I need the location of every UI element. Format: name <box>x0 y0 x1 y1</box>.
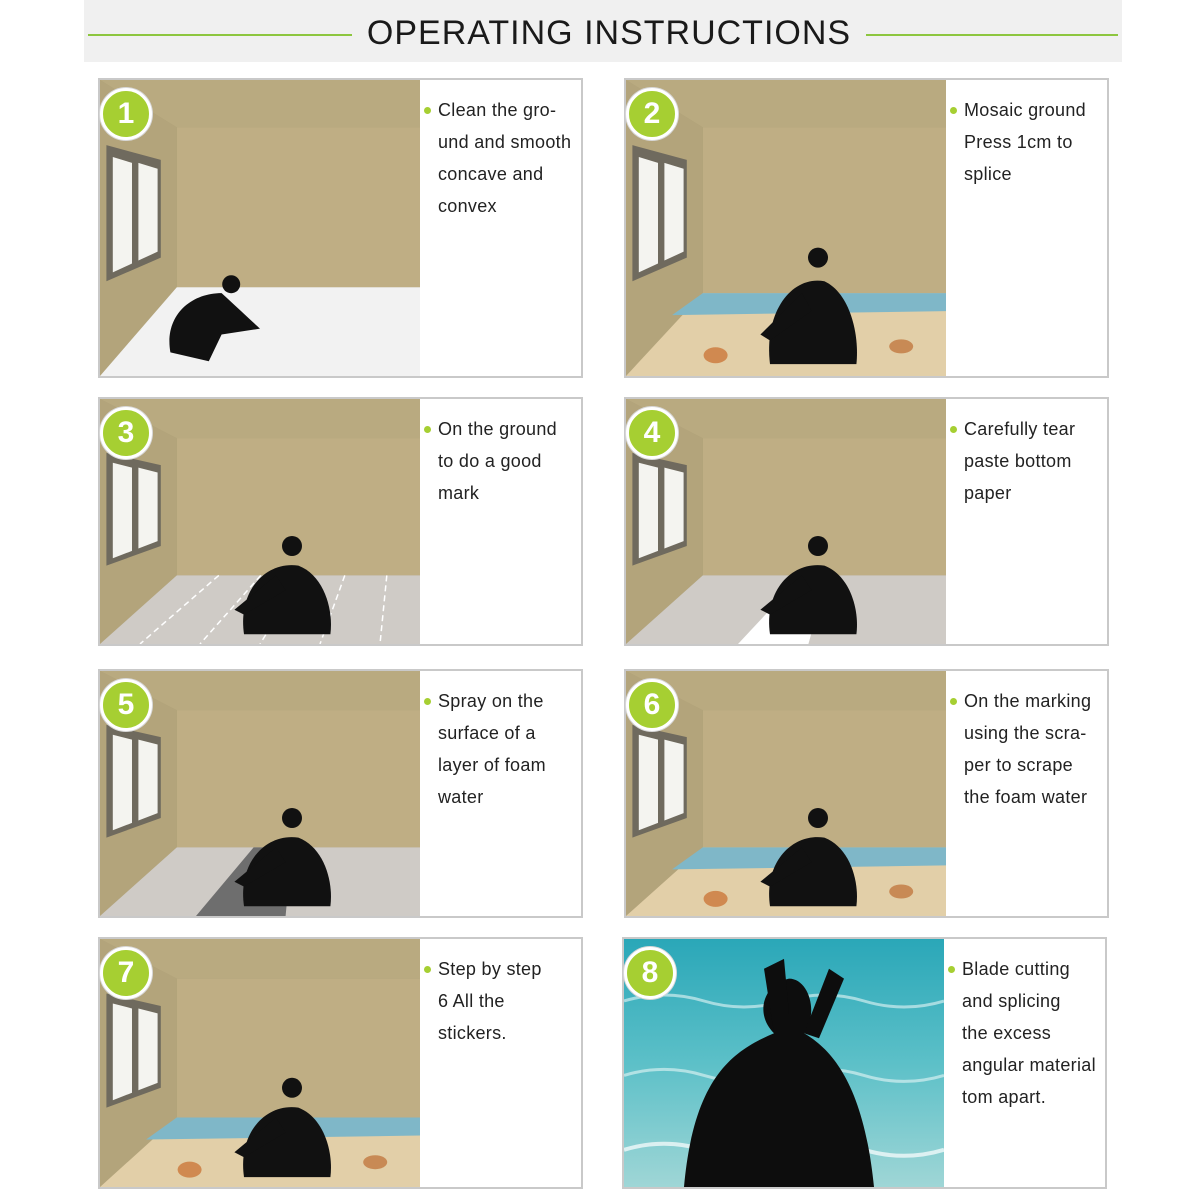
step-description-line: 6 All the <box>438 991 505 1011</box>
step-description-line: concave and <box>438 164 544 184</box>
step-card-8 <box>622 937 1107 1189</box>
step-description-line: water <box>438 787 484 807</box>
step-number-badge: 4 <box>626 407 678 459</box>
bullet-dot-icon <box>424 966 431 973</box>
step-description-line: Press 1cm to <box>964 132 1073 152</box>
step-description-line: using the scra- <box>964 723 1087 743</box>
step-description <box>438 685 546 813</box>
header-rule-right <box>866 34 1118 36</box>
step-description-line: and splicing <box>962 991 1061 1011</box>
step-description <box>438 953 542 1049</box>
step-description <box>962 953 1096 1113</box>
step-description-line: Step by step <box>438 959 542 979</box>
step-card-5 <box>98 669 583 918</box>
step-description-line: On the marking <box>964 691 1092 711</box>
step-description <box>964 685 1091 813</box>
step-card-3 <box>98 397 583 646</box>
step-description-line: tom apart. <box>962 1087 1047 1107</box>
step-description-line: On the ground <box>438 419 557 439</box>
step-description-line: Mosaic ground <box>964 100 1086 120</box>
step-description-line: per to scrape <box>964 755 1073 775</box>
bullet-dot-icon <box>950 107 957 114</box>
step-description-line: stickers. <box>438 1023 507 1043</box>
step-description-line: paste bottom <box>964 451 1072 471</box>
step-description-line: und and smooth <box>438 132 572 152</box>
step-card-6 <box>624 669 1109 918</box>
step-number-badge: 3 <box>100 407 152 459</box>
step-description-line: layer of foam <box>438 755 546 775</box>
step-description-line: Spray on the <box>438 691 544 711</box>
step-description-line: the foam water <box>964 787 1088 807</box>
header-rule-left <box>88 34 352 36</box>
bullet-dot-icon <box>424 107 431 114</box>
step-description-line: paper <box>964 483 1012 503</box>
step-number-badge: 5 <box>100 679 152 731</box>
step-description <box>964 413 1075 509</box>
step-description-line: Clean the gro- <box>438 100 557 120</box>
step-description <box>438 94 571 222</box>
step-description-line: Carefully tear <box>964 419 1076 439</box>
header-banner <box>84 0 1122 62</box>
step-description-line: the excess <box>962 1023 1052 1043</box>
step-description <box>964 94 1086 190</box>
bullet-dot-icon <box>950 698 957 705</box>
step-description-line: angular material <box>962 1055 1096 1075</box>
step-description-line: splice <box>964 164 1012 184</box>
bullet-dot-icon <box>424 698 431 705</box>
step-card-1 <box>98 78 583 378</box>
step-description-line: surface of a <box>438 723 536 743</box>
step-number-badge: 6 <box>626 679 678 731</box>
step-card-4 <box>624 397 1109 646</box>
step-description-line: to do a good <box>438 451 542 471</box>
bullet-dot-icon <box>424 426 431 433</box>
step-description-line: convex <box>438 196 497 216</box>
step-number-badge: 7 <box>100 947 152 999</box>
step-number-badge: 1 <box>100 88 152 140</box>
page-title: OPERATING INSTRUCTIONS <box>366 14 852 52</box>
bullet-dot-icon <box>948 966 955 973</box>
step-card-2 <box>624 78 1109 378</box>
step-description-line: mark <box>438 483 480 503</box>
step-description-line: Blade cutting <box>962 959 1070 979</box>
step-number-badge: 8 <box>624 947 676 999</box>
step-number-badge: 2 <box>626 88 678 140</box>
step-description <box>438 413 557 509</box>
step-card-7 <box>98 937 583 1189</box>
bullet-dot-icon <box>950 426 957 433</box>
